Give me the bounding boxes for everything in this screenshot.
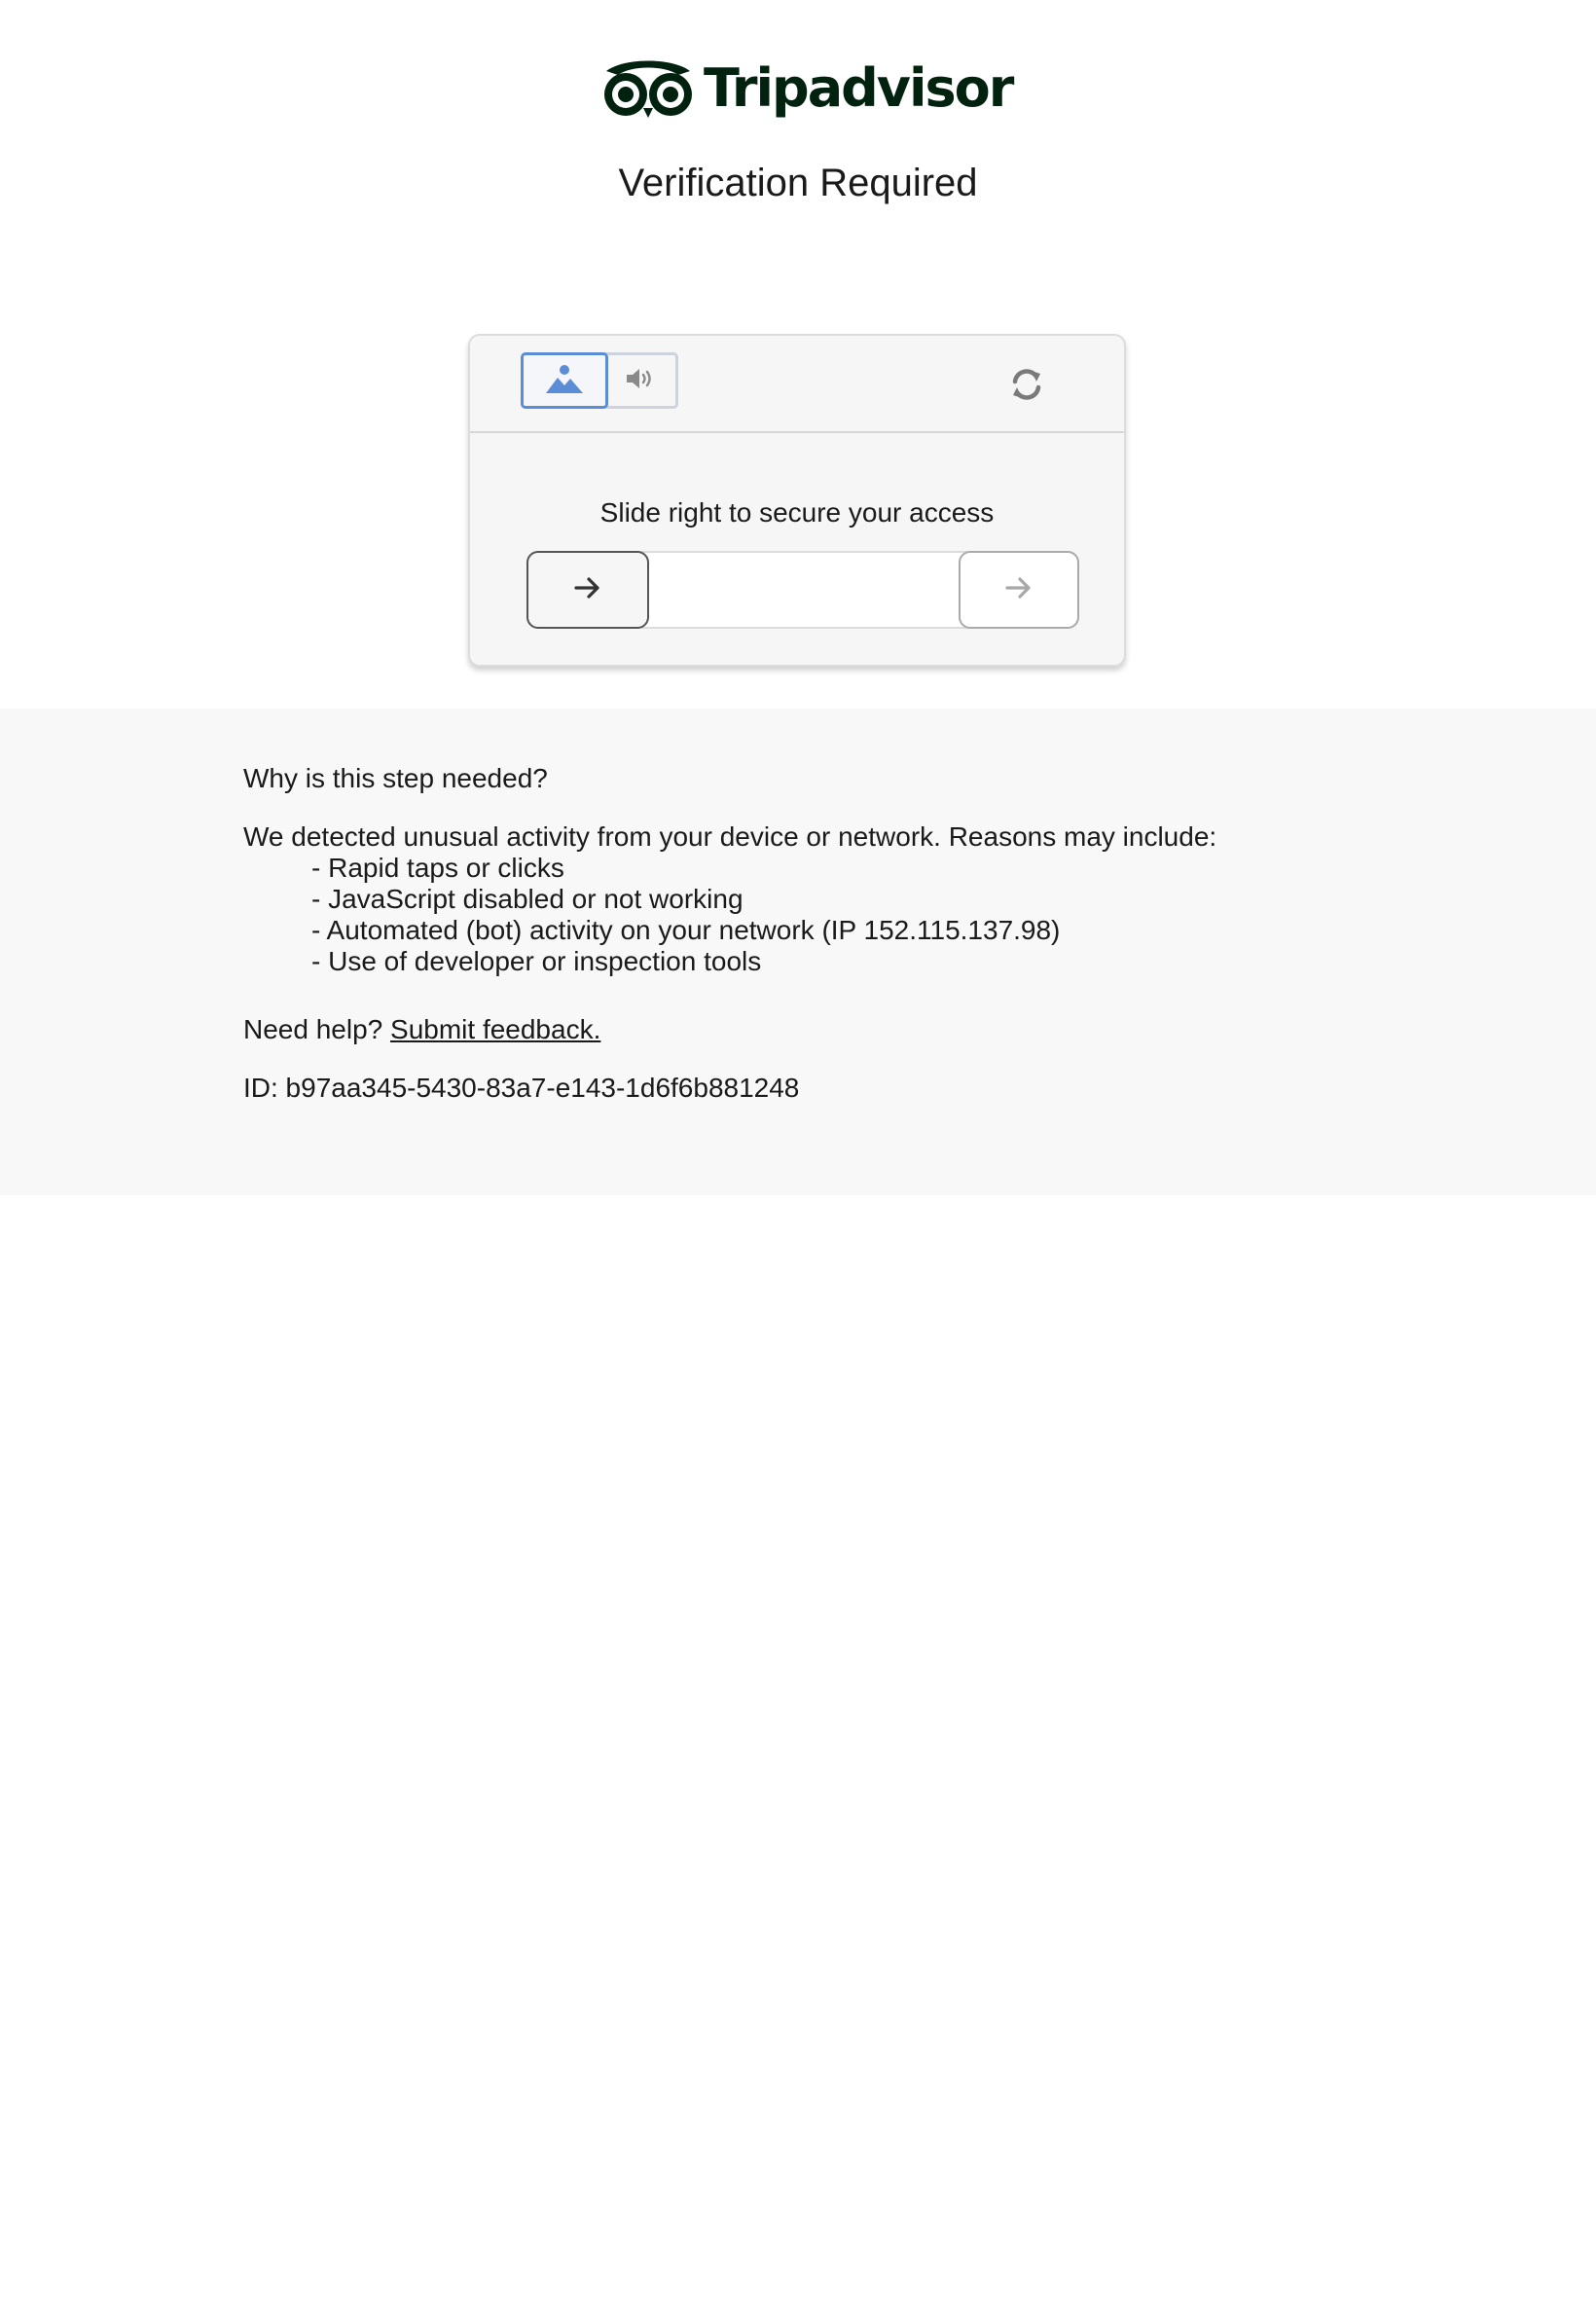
owl-eyes-icon xyxy=(600,57,696,120)
slider-target xyxy=(959,551,1079,629)
submit-feedback-link[interactable]: Submit feedback. xyxy=(390,1014,601,1044)
arrow-right-icon xyxy=(1004,575,1034,605)
help-line xyxy=(243,1014,1411,1045)
reference-id: ID: b97aa345-5430-83a7-e143-1d6f6b881248 xyxy=(243,1073,800,1103)
info-content xyxy=(243,763,1411,1104)
intro-text: We detected unusual activity from your device or network. Reasons may include: xyxy=(243,821,1217,852)
captcha-widget xyxy=(468,334,1126,667)
why-heading: Why is this step needed? xyxy=(243,763,548,793)
slide-instruction: Slide right to secure your access xyxy=(599,497,995,528)
brand-name: Tripadvisor xyxy=(704,57,1013,119)
info-section xyxy=(0,709,1596,1195)
audio-challenge-tab[interactable] xyxy=(604,352,678,409)
list-item: - Use of developer or inspection tools xyxy=(311,946,762,976)
list-item: - Rapid taps or clicks xyxy=(311,853,564,883)
help-prefix: Need help? xyxy=(243,1014,383,1044)
tripadvisor-logo xyxy=(600,55,1012,123)
refresh-icon xyxy=(1007,365,1046,409)
slider-handle[interactable] xyxy=(526,551,649,629)
speaker-icon xyxy=(625,365,656,397)
reasons-list xyxy=(243,853,1411,977)
refresh-button[interactable] xyxy=(1003,363,1050,410)
image-challenge-tab[interactable] xyxy=(521,352,608,409)
list-item: - Automated (bot) activity on your network (IP 152.115.137.98) xyxy=(311,915,1061,945)
list-item: - JavaScript disabled or not working xyxy=(311,884,744,914)
captcha-toolbar xyxy=(470,336,1124,433)
page-title: Verification Required xyxy=(618,162,978,204)
image-icon xyxy=(544,362,585,400)
arrow-right-icon xyxy=(573,575,602,605)
